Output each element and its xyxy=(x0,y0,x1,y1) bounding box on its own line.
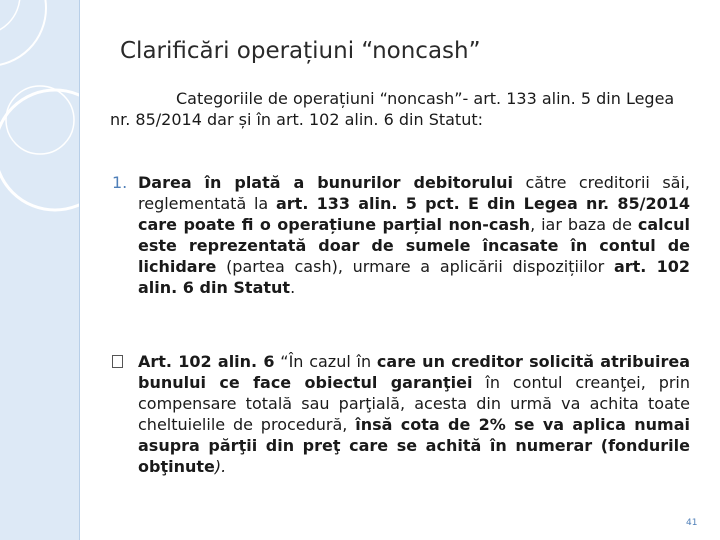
item2-bold-5: însă cota de 2% se va aplica numai asupra părţii din preţ care se achită în numerar (fondurile obţinute xyxy=(138,415,690,476)
item2-bold-3: care un creditor solicită atribuirea bunului ce face obiectul garanţiei xyxy=(138,352,690,392)
decorative-circle-top-inner xyxy=(0,0,20,35)
item2-text-4: în contul creanţei, prin compensare totală sau parţială, acesta din urmă va achita toate cheltuielile de procedură, xyxy=(138,373,691,434)
decorative-circle-top xyxy=(0,0,46,66)
item1-bold-1: Darea în plată a bunurilor debitorului xyxy=(138,173,514,192)
item2-text-2: “În cazul în xyxy=(274,352,377,371)
item1-text-6: (partea cash), urmare a aplicării dispozițiilor xyxy=(216,257,614,276)
slide-title: Clarificări operațiuni “noncash” xyxy=(120,38,481,64)
item2-italic-6: ). xyxy=(214,457,227,476)
intro-text: Categoriile de operațiuni “noncash”- art. 133 alin. 5 din Legea nr. 85/2014 dar și în art. 102 alin. 6 din Statut xyxy=(110,89,675,129)
list-item-2 xyxy=(138,351,690,477)
list-number-1: 1. xyxy=(112,173,128,192)
item2-bold-1: Art. 102 alin. 6 xyxy=(138,352,275,371)
checkbox-bullet-icon xyxy=(112,351,123,373)
decorative-sidebar xyxy=(0,0,80,540)
page-number: 41 xyxy=(686,518,698,528)
item1-text-4: , iar baza de xyxy=(530,215,638,234)
item1-text-2: către creditorii săi, reglementată la xyxy=(138,173,690,213)
item1-text-8: . xyxy=(290,278,296,297)
list-item-1 xyxy=(112,172,691,298)
item1-bold-7: art. 102 alin. 6 din Statut xyxy=(138,257,690,297)
decorative-circle-middle xyxy=(0,90,79,210)
item1-bold-5: calcul este reprezentată doar de sumele încasate în contul de lichidare xyxy=(138,215,691,276)
item1-bold-3: art. 133 alin. 5 pct. E din Legea nr. 85/2014 care poate fi o operațiune parțial non-cash xyxy=(138,194,690,234)
intro-colon: : xyxy=(477,110,484,129)
intro-paragraph xyxy=(110,88,690,130)
decorative-circles xyxy=(0,0,79,540)
decorative-circle-small xyxy=(6,86,74,154)
